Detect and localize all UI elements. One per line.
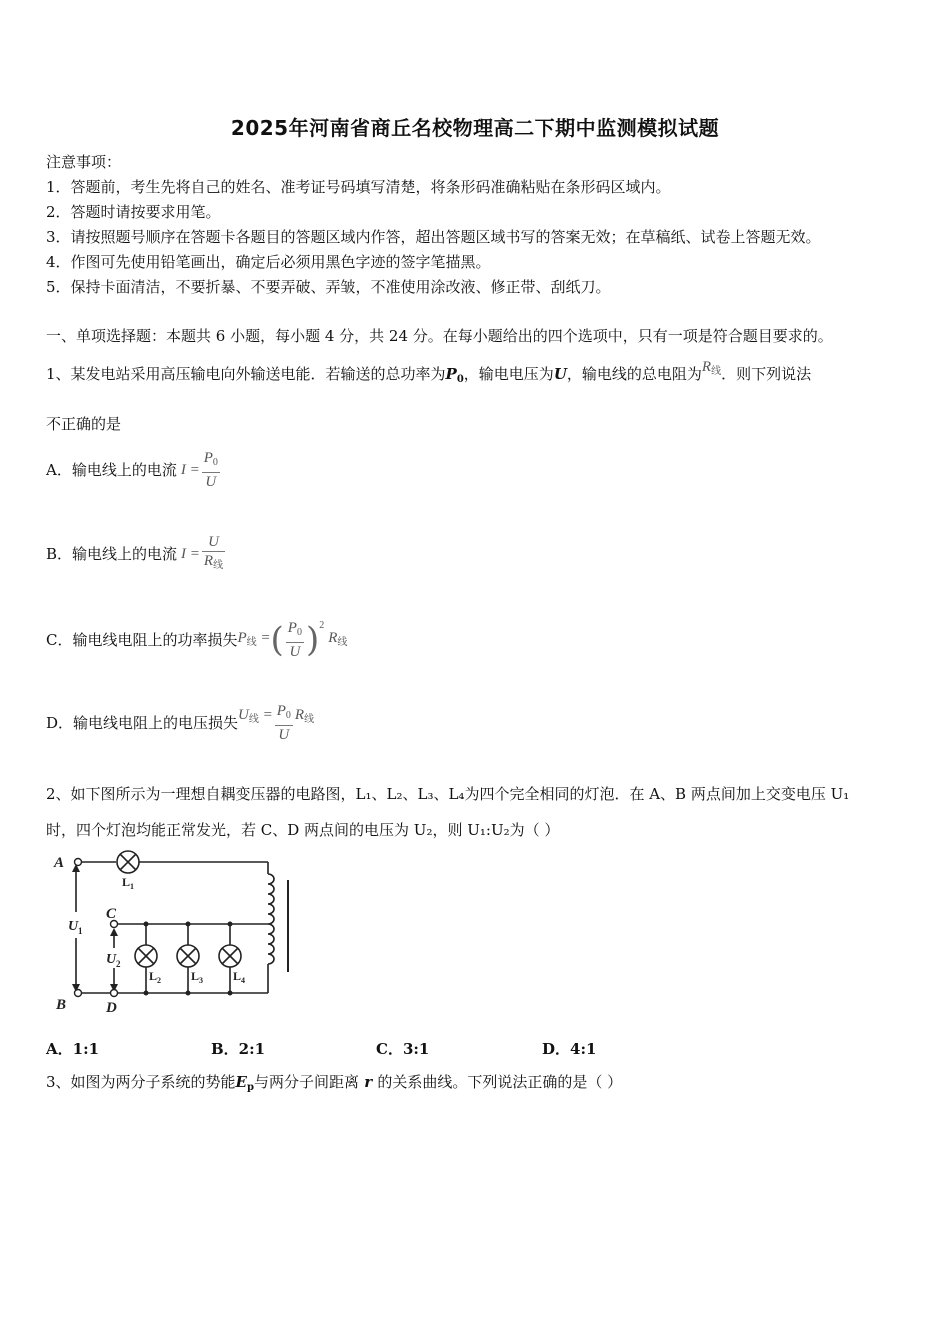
- notice-item-1: 1．答题前，考生先将自己的姓名、准考证号码填写清楚，将条形码准确粘贴在条形码区域内。: [46, 178, 671, 196]
- label-u1: U: [68, 919, 79, 934]
- label-l3: L: [191, 969, 200, 983]
- label-u1-sub: 1: [78, 926, 83, 936]
- label-l2: L: [149, 969, 158, 983]
- label-a: A: [54, 855, 65, 871]
- q1-option-b[interactable]: B．输电线上的电流 I = $\frac{U}{R_线}$: [46, 528, 227, 580]
- question-1-stem: 1、某发电站采用高压输电向外输送电能．若输送的总功率为$P_0$，输电电压为U，输电线的总电阻为$R_线$．则下列说法: [46, 359, 812, 385]
- question-2-stem: 2、如下图所示为一理想自耦变压器的电路图，L₁、L₂、L₃、L₄为四个完全相同的灯泡．在 A、B 两点间加上交变电压 U₁: [46, 785, 850, 803]
- q2-option-d[interactable]: D．4:1: [542, 1040, 597, 1058]
- notice-item-4: 4．作图可先使用铅笔画出，确定后必须用黑色字迹的签字笔描黑。: [46, 253, 491, 271]
- fraction: $\frac{P_0}{U}$: [203, 450, 218, 490]
- label-u2: U: [106, 952, 117, 967]
- q1-option-d[interactable]: D．输电线电阻上的电压损失 $U_线$ = $\frac{P_0}{U}$ $R_线$: [46, 703, 315, 743]
- notice-item-2: 2．答题时请按要求用笔。: [46, 203, 221, 221]
- question-3-stem: 3、如图为两分子系统的势能$E_p$与两分子间距离 r 的关系曲线。下列说法正确的是（ ）: [46, 1073, 623, 1093]
- label-l1-sub: 1: [130, 882, 134, 891]
- label-l4-sub: 4: [241, 976, 245, 985]
- notice-heading: 注意事项：: [46, 153, 122, 171]
- label-u2-sub: 2: [116, 959, 121, 969]
- label-l1: L: [122, 875, 131, 889]
- section-heading: 一、单项选择题：本题共 6 小题，每小题 4 分，共 24 分。在每小题给出的四个选项中，只有一项是符合题目要求的。: [46, 327, 833, 345]
- q2-option-c[interactable]: C．3:1: [376, 1040, 430, 1058]
- label-l2-sub: 2: [157, 976, 161, 985]
- q1-option-c[interactable]: C．输电线电阻上的功率损失 $P_线$ = ( $\frac{P_0}{U}$ ) 2 $R_线$: [46, 620, 348, 660]
- fraction: $\frac{U}{R_线}$: [203, 534, 224, 571]
- notice-item-3: 3．请按照题号顺序在答题卡各题目的答题区域内作答，超出答题区域书写的答案无效；在草稿纸、试卷上答题无效。: [46, 228, 821, 246]
- autotransformer-circuit-diagram: [46, 850, 306, 1015]
- label-l4: L: [233, 969, 242, 983]
- question-2-stem-cont: 时，四个灯泡均能正常发光，若 C、D 两点间的电压为 U₂，则 U₁:U₂为（ ）: [46, 821, 560, 839]
- q2-option-a[interactable]: A．1:1: [46, 1040, 100, 1058]
- label-d: D: [106, 1000, 117, 1015]
- label-l3-sub: 3: [199, 976, 203, 985]
- label-b: B: [56, 997, 67, 1013]
- q2-option-b[interactable]: B．2:1: [211, 1040, 266, 1058]
- page-title: 2025年河南省商丘名校物理高二下期中监测模拟试题: [230, 116, 720, 140]
- fraction: $\frac{P_0}{U}$: [287, 620, 302, 660]
- question-1-stem-cont: 不正确的是: [46, 415, 122, 433]
- q1-option-a[interactable]: A．输电线上的电流 I = $\frac{P_0}{U}$: [46, 450, 218, 490]
- label-c: C: [106, 906, 117, 922]
- notice-item-5: 5．保持卡面清洁，不要折暴、不要弄破、弄皱，不准使用涂改液、修正带、刮纸刀。: [46, 278, 611, 296]
- coil-icon: [268, 874, 274, 964]
- fraction: $\frac{P_0}{U}$: [276, 703, 291, 743]
